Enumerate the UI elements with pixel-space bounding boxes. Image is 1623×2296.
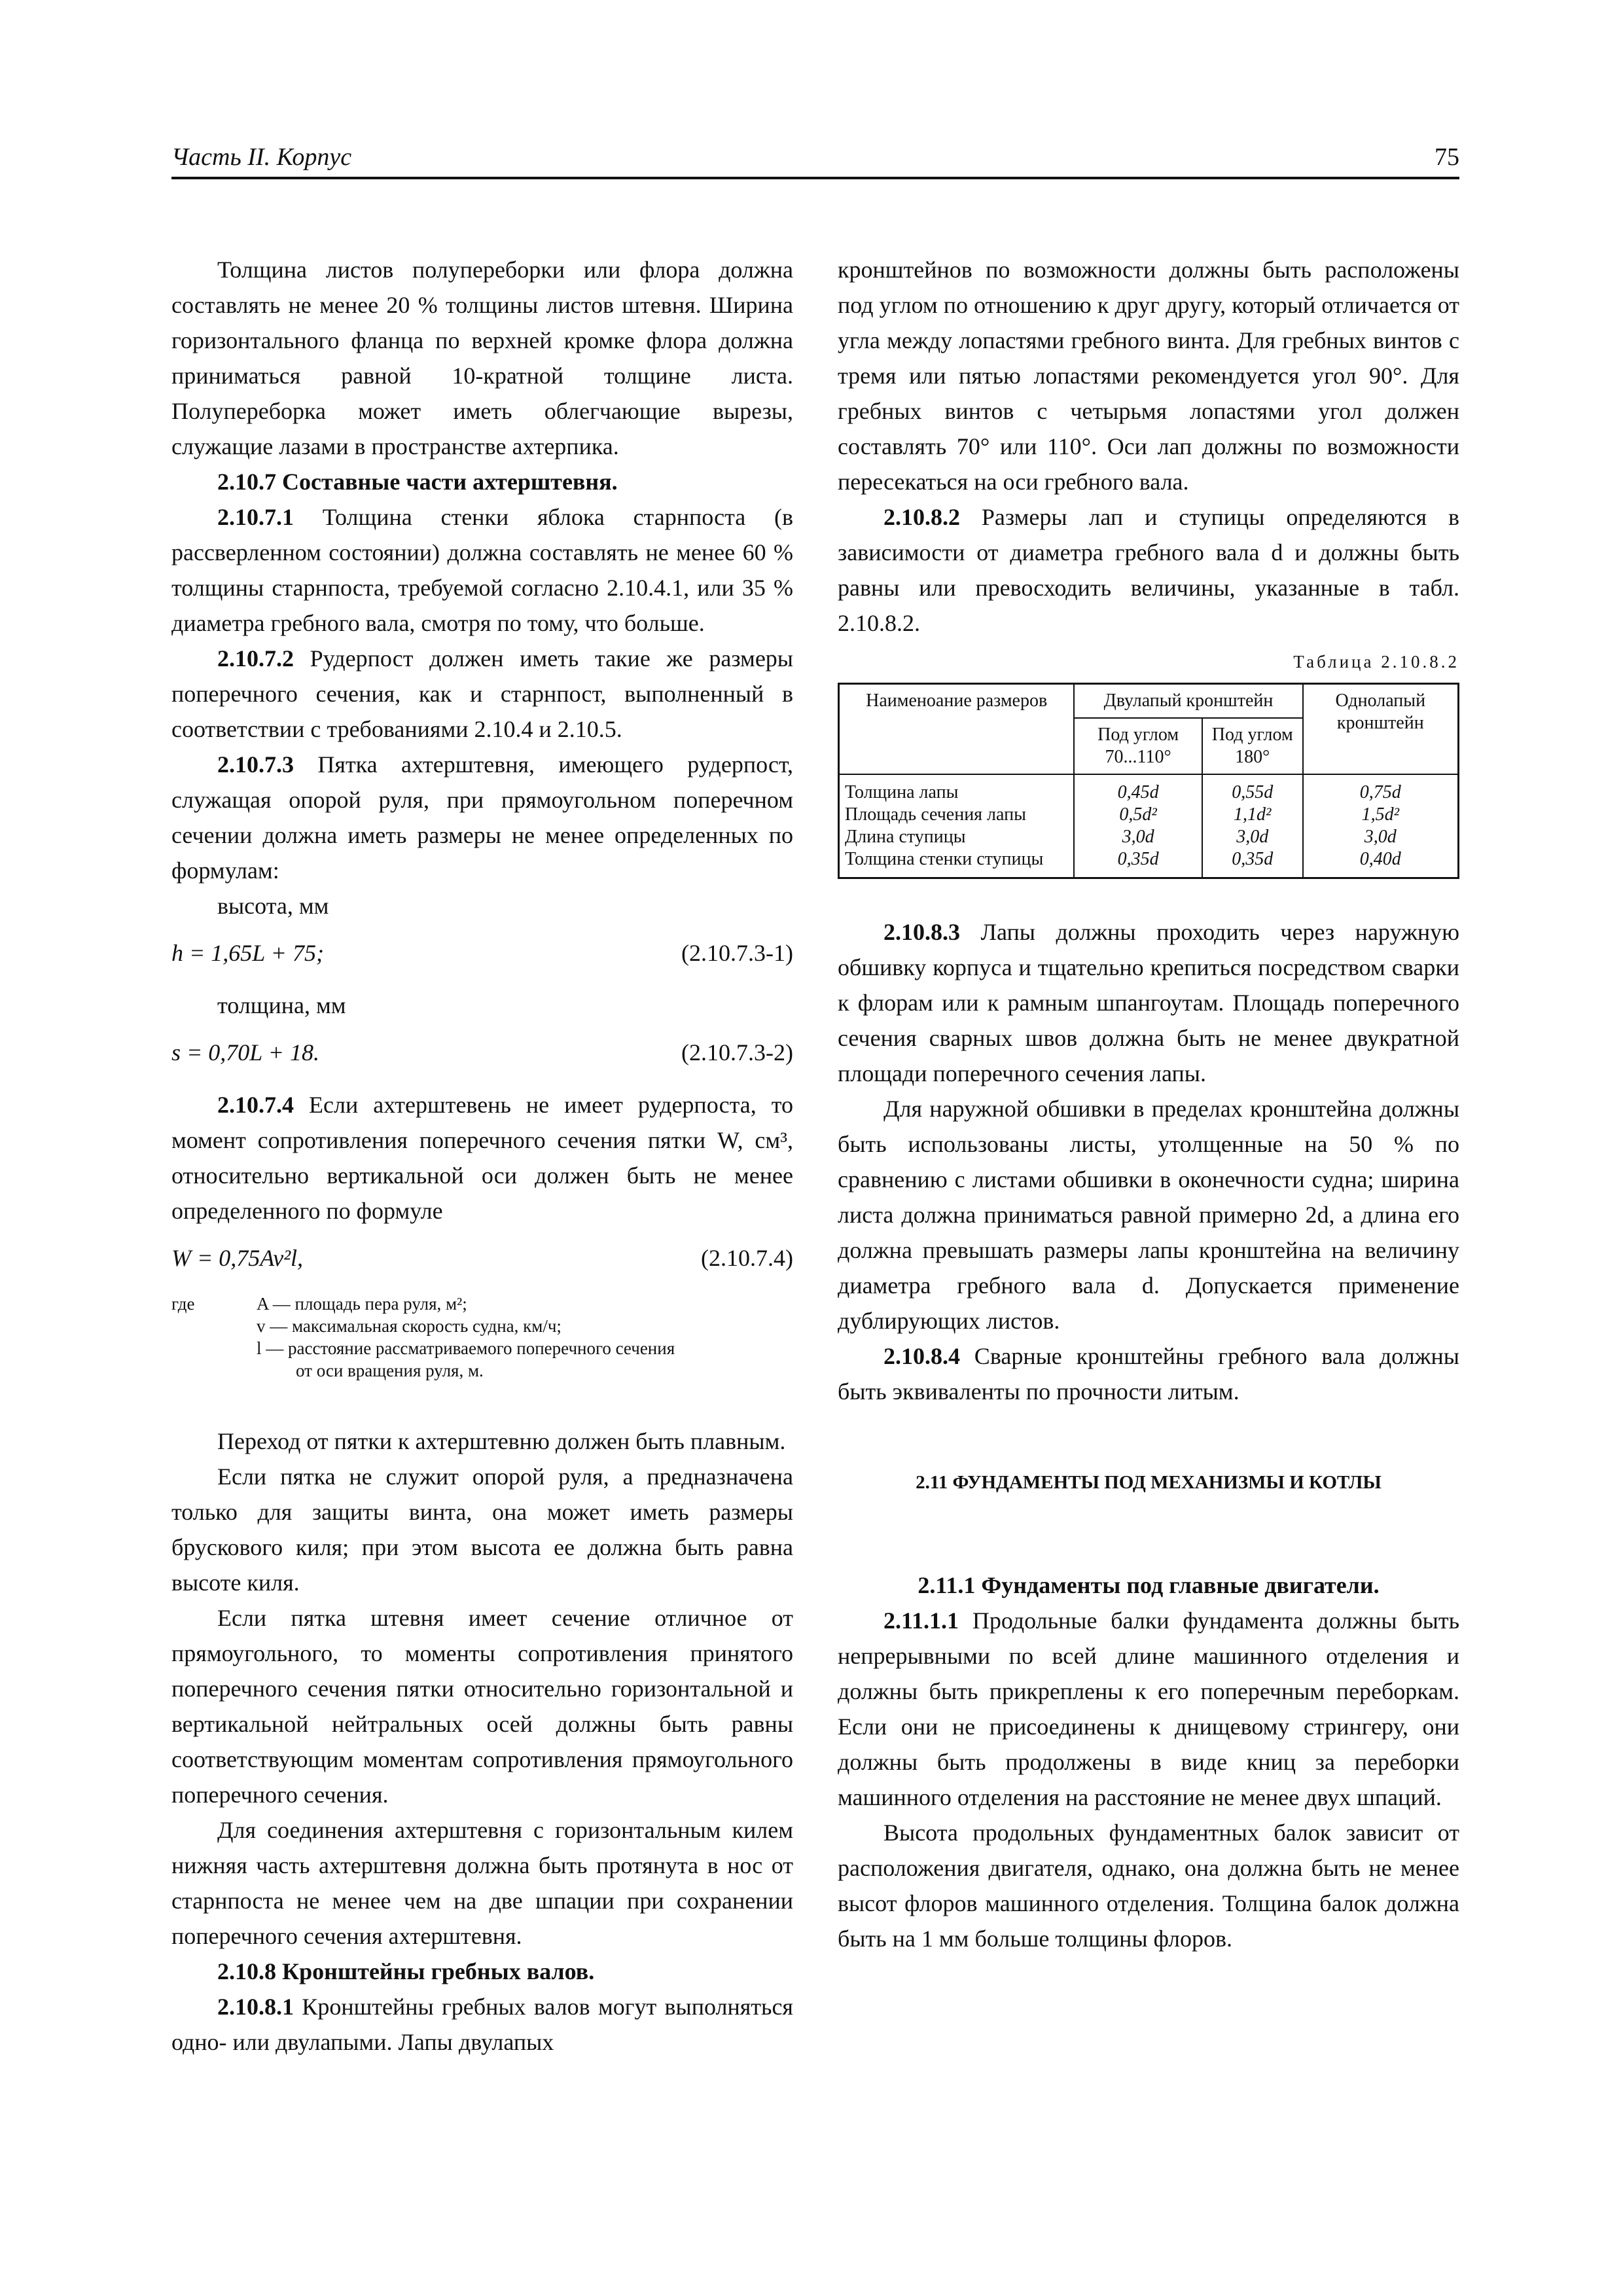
clause-2-10-8-2 bbox=[838, 499, 1459, 641]
clause-number: 2.10.7.3 bbox=[217, 751, 294, 778]
table-cell-single bbox=[1303, 774, 1459, 878]
paragraph: Если пятка штевня имеет сечение отличное от прямоугольного, то моменты сопротивления принятого поперечного сечения пятки относительно горизонтальной и вертикальной нейтральных осей должны быть равны соответствующим моментам сопротивления прямоугольного поперечного сечения. bbox=[171, 1605, 793, 1808]
row-label: Толщина стенки ступицы bbox=[845, 849, 1044, 869]
cell-value: 0,45d bbox=[1117, 782, 1159, 802]
table-header-angle-180: Под углом 180° bbox=[1202, 718, 1303, 774]
formula-label-height: высота, мм bbox=[217, 893, 329, 919]
formula-expression: h = 1,65L + 75; bbox=[171, 940, 324, 966]
table-caption: Таблица 2.10.8.2 bbox=[1293, 652, 1459, 672]
cell-value: 3,0d bbox=[1236, 827, 1269, 847]
formula-label-thickness: толщина, мм bbox=[217, 992, 346, 1018]
formula-number: (2.10.7.4) bbox=[701, 1245, 793, 1271]
cell-value: 0,75d bbox=[1359, 782, 1401, 802]
cell-value: 0,35d bbox=[1232, 849, 1274, 869]
clause-2-10-7-2 bbox=[171, 641, 793, 747]
section-heading-2-11-1: 2.11.1 Фундаменты под главные двигатели. bbox=[918, 1572, 1380, 1598]
paragraph: Для соединения ахтерштевня с горизонтальным килем нижняя часть ахтерштевня должна быть протянута в нос от старнпоста не менее чем на две шпации при сохранении поперечного сечения ахтерштевня. bbox=[171, 1817, 793, 1949]
clause-number: 2.10.8.2 bbox=[883, 504, 960, 530]
section-heading-2-10-7: 2.10.7 Составные части ахтерштевня. bbox=[217, 469, 618, 495]
formula-legend bbox=[171, 1293, 793, 1382]
cell-value: 0,35d bbox=[1117, 849, 1159, 869]
row-label: Толщина лапы bbox=[845, 782, 959, 802]
paragraph: Высота продольных фундаментных балок зависит от расположения двигателя, однако, она должна быть не менее высот флоров машинного отделения. Толщина балок должна быть на 1 мм больше толщины флоров. bbox=[838, 1820, 1459, 1952]
clause-text: Лапы должны проходить через наружную обшивку корпуса и тщательно крепиться посредством сварки к флорам или к рамным шпангоутам. Площадь поперечного сечения сварных швов должна быть не менее двукратной площади поперечного сечения лапы. bbox=[838, 919, 1459, 1086]
formula-expression: s = 0,70L + 18. bbox=[171, 1039, 319, 1066]
spacer bbox=[838, 879, 1459, 914]
formula-2-10-7-4 bbox=[171, 1240, 793, 1276]
clause-number: 2.10.7.1 bbox=[217, 504, 294, 530]
paragraph: Толщина листов полупереборки или флора должна составлять не менее 20 % толщины листов штевня. Ширина горизонтального фланца по верхней кромке флора должна приниматься равной 10-кратной толщине листа. Полупереборка может иметь облегчающие вырезы, служащие лазами в пространстве ахтерпика. bbox=[171, 257, 793, 459]
cell-value: 3,0d bbox=[1122, 827, 1154, 847]
cell-value: 1,5d² bbox=[1361, 804, 1399, 825]
spacer bbox=[171, 1397, 793, 1424]
dimensions-table bbox=[838, 683, 1459, 879]
formula-2-10-7-3-2 bbox=[171, 1035, 793, 1070]
cell-value: 3,0d bbox=[1364, 827, 1397, 847]
clause-text: Рудерпост должен иметь такие же размеры поперечного сечения, как и старнпост, выполненный в соответствии с требованиями 2.10.4 и 2.10.5. bbox=[171, 645, 793, 742]
formula-number: (2.10.7.3-1) bbox=[681, 940, 793, 966]
running-header bbox=[171, 139, 1459, 178]
paragraph: Если пятка не служит опорой руля, а предназначена только для защиты винта, она может иметь размеры брускового киля; при этом высота ее должна быть равна высоте киля. bbox=[171, 1463, 793, 1596]
table-row bbox=[839, 774, 1459, 878]
paragraph: Переход от пятки к ахтерштевню должен быть плавным. bbox=[217, 1428, 786, 1454]
legend-item-v: v — максимальная скорость судна, км/ч; bbox=[257, 1316, 562, 1336]
clause-text: Толщина стенки яблока старнпоста (в рассверленном состоянии) должна составлять не менее 60 % толщины старнпоста, требуемой согласно 2.10.4.1, или 35 % диаметра гребного вала, смотря по тому, что больше. bbox=[171, 504, 793, 636]
clause-text: Сварные кронштейны гребного вала должны быть эквиваленты по прочности литым. bbox=[838, 1343, 1459, 1405]
clause-2-10-7-4 bbox=[171, 1087, 793, 1229]
clause-2-10-7-1 bbox=[171, 499, 793, 641]
clause-number: 2.10.7.4 bbox=[217, 1092, 294, 1118]
legend-item-l-cont: от оси вращения руля, м. bbox=[296, 1361, 484, 1380]
chapter-heading-2-11: 2.11 ФУНДАМЕНТЫ ПОД МЕХАНИЗМЫ И КОТЛЫ bbox=[916, 1472, 1382, 1493]
cell-value: 0,40d bbox=[1359, 849, 1401, 869]
legend-item-a: A — площадь пера руля, м²; bbox=[257, 1294, 467, 1314]
legend-where: где bbox=[171, 1294, 195, 1314]
row-label: Площадь сечения лапы bbox=[845, 804, 1026, 825]
formula-number: (2.10.7.3-2) bbox=[681, 1039, 793, 1066]
left-column bbox=[171, 252, 793, 2060]
table-header-angle-70-110: Под углом 70...110° bbox=[1074, 718, 1202, 774]
clause-2-11-1-1 bbox=[838, 1603, 1459, 1815]
paragraph: Для наружной обшивки в пределах кронштейна должны быть использованы листы, утолщенные на 50 % по сравнению с листами обшивки в оконечности судна; ширина листа должна приниматься равной примерно 2d, а длина его должна превышать размеры лапы кронштейна на величину диаметра гребного вала d. Допускается применение дублирующих листов. bbox=[838, 1096, 1459, 1334]
table-cell-angle-70-110 bbox=[1074, 774, 1202, 878]
table-cell-names bbox=[839, 774, 1075, 878]
header-title: Часть II. Корпус bbox=[171, 143, 352, 171]
table-header-single: Однолапый кронштейн bbox=[1303, 684, 1459, 775]
clause-text: Кронштейны гребных валов могут выполняться одно- или двулапыми. Лапы двулапых bbox=[171, 1994, 793, 2055]
formula-expression: W = 0,75Av²l, bbox=[171, 1245, 304, 1271]
formula-2-10-7-3-1 bbox=[171, 935, 793, 971]
right-column bbox=[838, 252, 1459, 1956]
clause-number: 2.11.1.1 bbox=[883, 1607, 959, 1634]
legend-item-l: l — расстояние рассматриваемого поперечного сечения bbox=[257, 1338, 675, 1358]
clause-text: Пятка ахтерштевня, имеющего рудерпост, служащая опорой руля, при прямоугольном поперечном сечении должна иметь размеры не менее определенных по формулам: bbox=[171, 751, 793, 884]
table-header-name: Наименоание размеров bbox=[839, 684, 1075, 775]
clause-number: 2.10.8.3 bbox=[883, 919, 960, 945]
table-header-double: Двулапый кронштейн bbox=[1074, 684, 1302, 719]
clause-text: Продольные балки фундамента должны быть непрерывными по всей длине машинного отделения и должны быть прикреплены к его поперечным переборкам. Если они не присоединены к днищевому стрингеру, они должны быть продолжены в виде книц за переборки машинного отделения на расстояние не менее двух шпаций. bbox=[838, 1607, 1459, 1810]
section-heading-2-10-8: 2.10.8 Кронштейны гребных валов. bbox=[217, 1958, 595, 1984]
clause-number: 2.10.8.1 bbox=[217, 1994, 294, 2020]
page-number: 75 bbox=[1435, 143, 1459, 171]
clause-text: Если ахтерштевень не имеет рудерпоста, то момент сопротивления поперечного сечения пятки W, см³, относительно вертикальной оси должен быть не менее определенного по формуле bbox=[171, 1092, 793, 1224]
cell-value: 0,55d bbox=[1232, 782, 1274, 802]
header-rule bbox=[171, 177, 1459, 179]
clause-2-10-7-3 bbox=[171, 747, 793, 888]
clause-2-10-8-1 bbox=[171, 1989, 793, 2060]
cell-value: 0,5d² bbox=[1119, 804, 1157, 825]
row-label: Длина ступицы bbox=[845, 827, 966, 847]
clause-number: 2.10.8.4 bbox=[883, 1343, 960, 1369]
paragraph-continued: кронштейнов по возможности должны быть расположены под углом по отношению к друг другу, который отличается от угла между лопастями гребного винта. Для гребных винтов с тремя или пятью лопастями рекомендуется угол 90°. Для гребных винтов с четырьмя лопастями угол должен составлять 70° или 110°. Оси лап должны по возможности пересекаться на оси гребного вала. bbox=[838, 257, 1459, 495]
clause-2-10-8-4 bbox=[838, 1338, 1459, 1409]
clause-number: 2.10.7.2 bbox=[217, 645, 294, 672]
clause-text: Размеры лап и ступицы определяются в зависимости от диаметра гребного вала d и должны быть равны или превосходить величины, указанные в табл. 2.10.8.2. bbox=[838, 504, 1459, 636]
cell-value: 1,1d² bbox=[1234, 804, 1272, 825]
table-cell-angle-180 bbox=[1202, 774, 1303, 878]
clause-2-10-8-3 bbox=[838, 914, 1459, 1091]
